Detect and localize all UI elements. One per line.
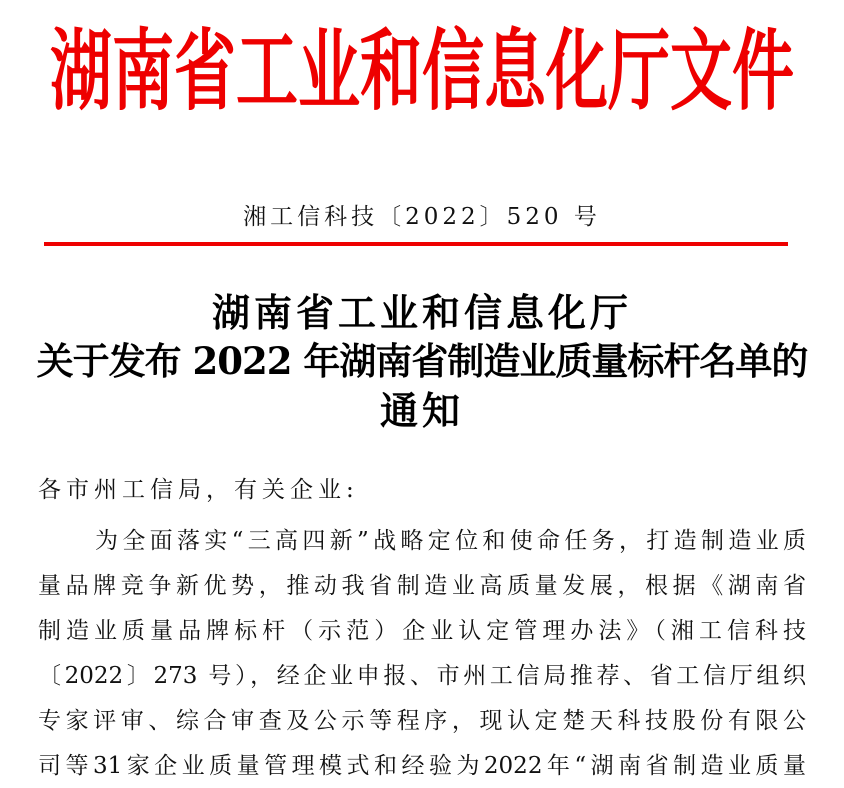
body-line: 为全面落实“三高四新”战略定位和使命任务，打造制造业质	[95, 528, 806, 554]
document-reference-number: 湘工信科技〔2022〕520 号	[243, 204, 601, 230]
document-title	[0, 288, 844, 435]
salutation-line: 各市州工信局，有关企业:	[38, 477, 359, 503]
title-line-subject: 关于发布 2022 年湖南省制造业质量标杆名单的	[36, 339, 808, 383]
red-divider-line	[44, 242, 788, 246]
body-line: 量品牌竞争新优势，推动我省制造业高质量发展，根据《湖南省	[38, 573, 806, 599]
document-body	[38, 468, 806, 788]
title-line-agency: 湖南省工业和信息化厅	[211, 290, 632, 335]
agency-letterhead-title: 湖南省工业和信息化厅文件	[49, 19, 794, 123]
body-line: 专家评审、综合审查及公示等程序，现认定楚天科技股份有限公	[38, 708, 806, 734]
body-line: 制造业质量品牌标杆（示范）企业认定管理办法》（湘工信科技	[38, 618, 806, 644]
title-line-notice: 通知	[379, 388, 464, 433]
body-line: 司等31家企业质量管理模式和经验为2022年“湖南省制造业质量	[38, 753, 806, 779]
body-paragraph	[38, 519, 806, 788]
body-line: 〔2022〕273 号），经企业申报、市州工信局推荐、省工信厅组织	[38, 663, 806, 689]
